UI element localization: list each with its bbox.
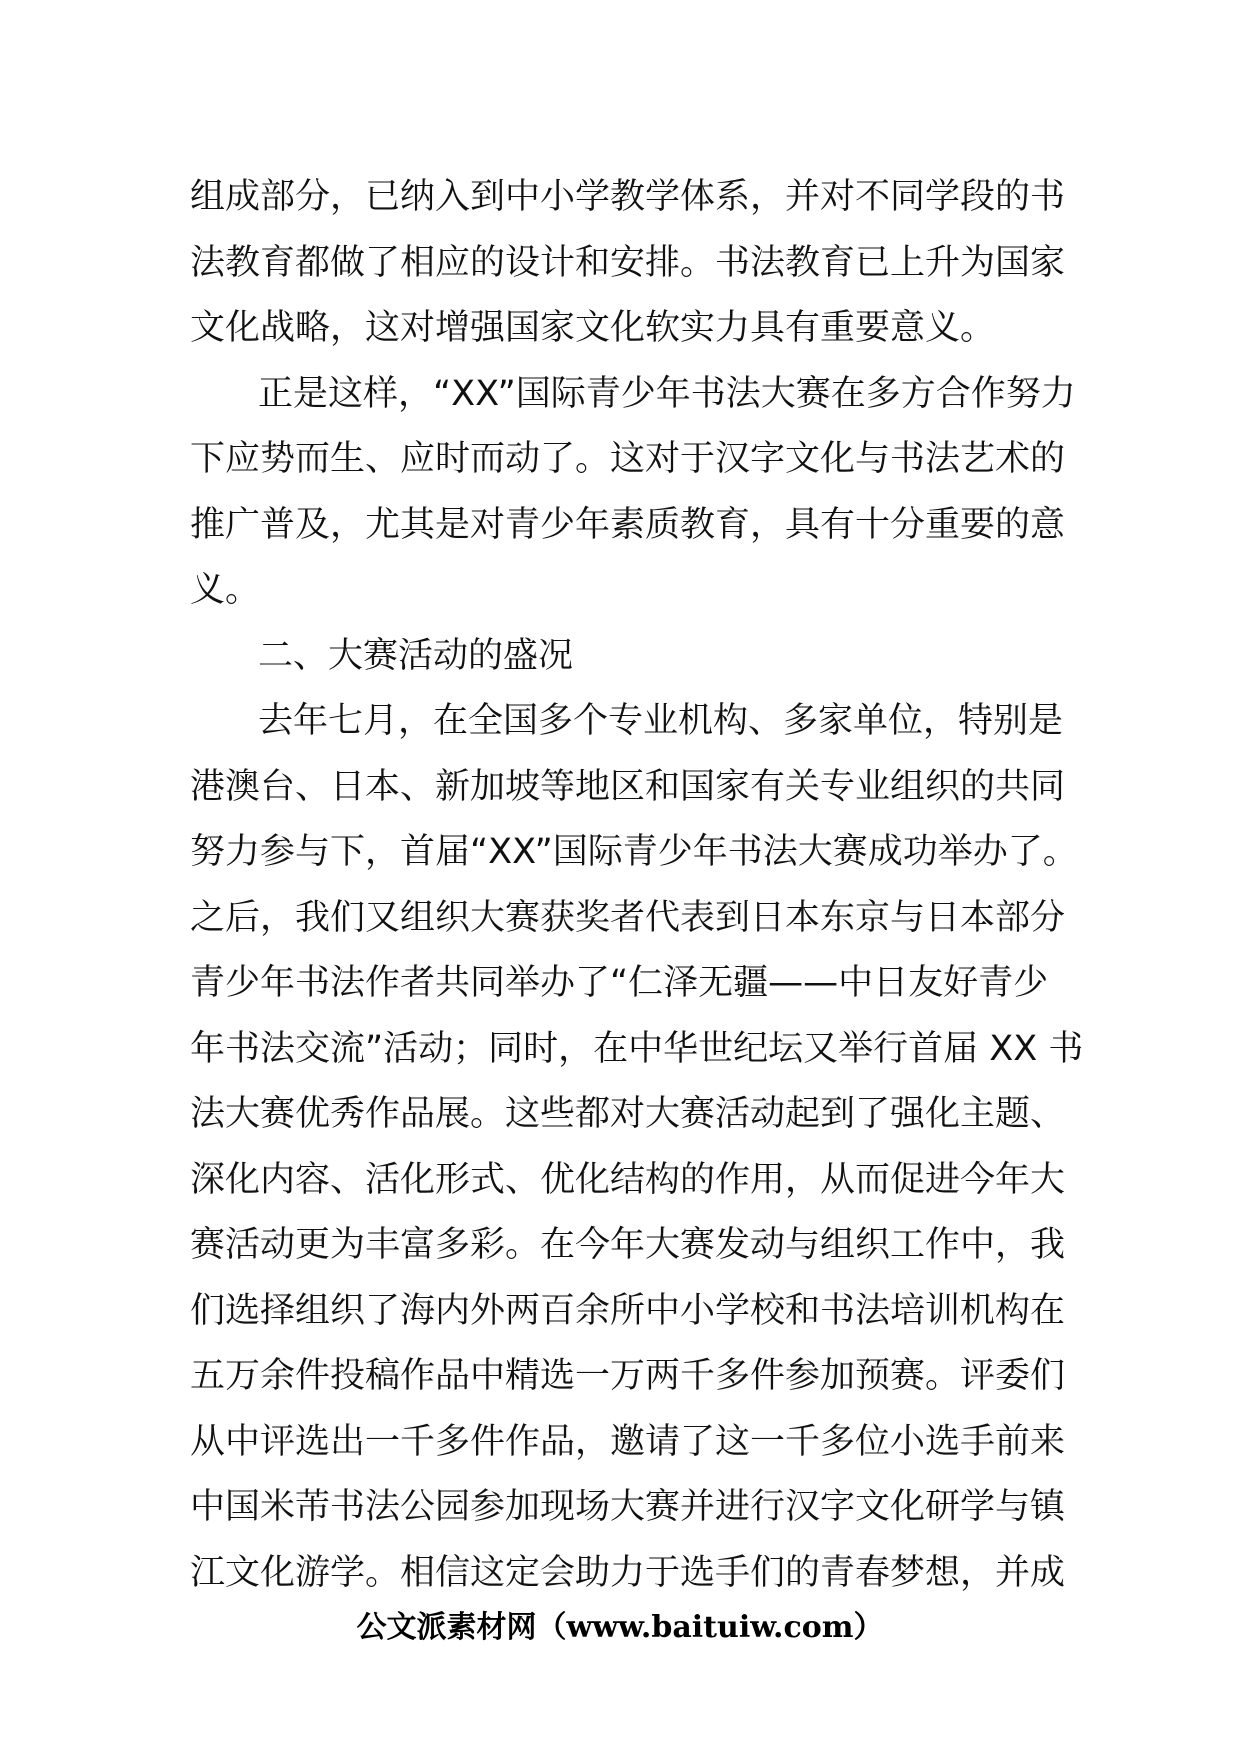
footer-watermark: 公文派素材网（www.baituiw.com）	[356, 1610, 884, 1645]
text-line: 组成部分，已纳入到中小学教学体系，并对不同学段的书	[190, 177, 1066, 217]
text-line: 二、大赛活动的盛况	[258, 635, 574, 676]
text-line: 正是这样，“XX”国际青少年书法大赛在多方合作努力	[258, 373, 1076, 414]
text-line: 义。	[190, 570, 261, 610]
text-line: 之后，我们又组织大赛获奖者代表到日本东京与日本部分	[190, 897, 1066, 938]
text-line: 港澳台、日本、新加坡等地区和国家有关专业组织的共同	[190, 766, 1066, 807]
text-line: 努力参与下，首届“XX”国际青少年书法大赛成功举办了。	[190, 832, 1078, 872]
text-line: 推广普及，尤其是对青少年素质教育，具有十分重要的意	[190, 504, 1066, 545]
text-line: 五万余件投稿作品中精选一万两千多件参加预赛。评委们	[190, 1356, 1066, 1396]
text-line: 青少年书法作者共同举办了“仁泽无疆——中日友好青少	[190, 963, 1049, 1003]
text-line: 江文化游学。相信这定会助力于选手们的青春梦想，并成	[190, 1552, 1066, 1593]
text-line: 年书法交流”活动；同时，在中华世纪坛又举行首届 XX 书	[190, 1028, 1084, 1069]
text-line: 中国米芾书法公园参加现场大赛并进行汉字文化研学与镇	[190, 1487, 1066, 1527]
text-line: 去年七月，在全国多个专业机构、多家单位，特别是	[258, 701, 1064, 741]
text-line: 下应势而生、应时而动了。这对于汉字文化与书法艺术的	[190, 439, 1066, 479]
document-body	[190, 165, 1084, 1606]
text-line: 从中评选出一千多件作品，邀请了这一千多位小选手前来	[190, 1421, 1066, 1462]
text-line: 们选择组织了海内外两百余所中小学校和书法培训机构在	[190, 1290, 1066, 1331]
text-line: 法教育都做了相应的设计和安排。书法教育已上升为国家	[190, 242, 1066, 283]
text-line: 文化战略，这对增强国家文化软实力具有重要意义。	[190, 308, 996, 348]
text-line: 法大赛优秀作品展。这些都对大赛活动起到了强化主题、	[190, 1094, 1066, 1134]
text-line: 赛活动更为丰富多彩。在今年大赛发动与组织工作中，我	[190, 1225, 1066, 1265]
text-line: 深化内容、活化形式、优化结构的作用，从而促进今年大	[190, 1159, 1066, 1200]
